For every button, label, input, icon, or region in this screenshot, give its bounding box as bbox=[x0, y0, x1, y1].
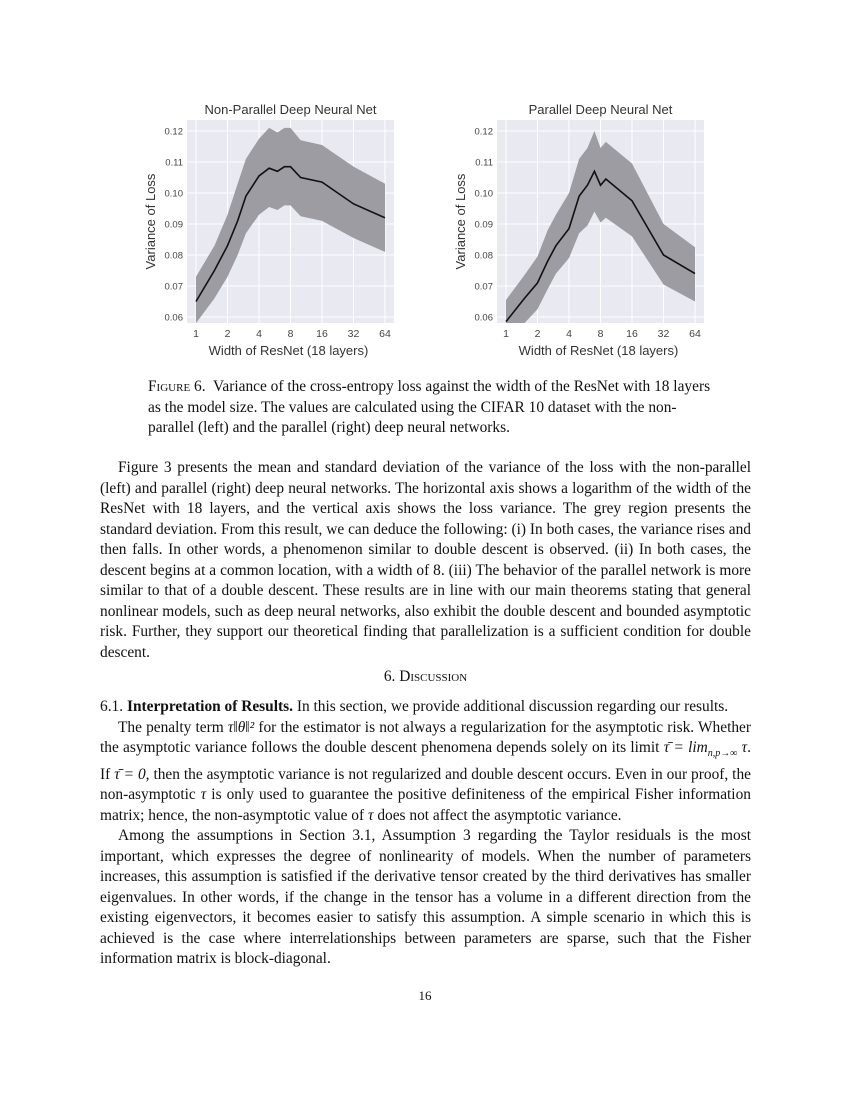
x-axis-label: Width of ResNet (18 layers) bbox=[208, 343, 369, 358]
figure-label: Figure 6. bbox=[148, 378, 206, 395]
x-tick-label: 16 bbox=[316, 328, 328, 340]
discussion-body bbox=[100, 697, 751, 970]
math-tau: τ bbox=[737, 739, 748, 756]
figure-caption bbox=[148, 377, 713, 439]
x-tick-label: 8 bbox=[287, 328, 294, 340]
text-run: The penalty term bbox=[118, 718, 228, 736]
x-tick-label: 64 bbox=[689, 328, 701, 340]
figure-caption-text: Variance of the cross-entropy loss against the width of the ResNet with 18 layers as the model size. The values are calculated using the CIFAR 10 dataset with the non-parallel (left) and the parallel (right) deep neural networks. bbox=[148, 378, 711, 436]
y-tick-label: 0.07 bbox=[164, 281, 183, 293]
paragraph-figure-discussion: Figure 3 presents the mean and standard deviation of the variance of the loss with the non-parallel (left) and parallel (right) deep neural networks. The horizontal axis shows a logarithm of the width of the ResNet with 18 layers, and the vertical axis shows the loss variance. The grey region presents the standard deviation. From this result, we can deduce the following: (i) In both cases, the variance rises and then falls. In other words, a phenomenon similar to double descent is observed. (ii) In both cases, the descent begins at a common location, with a width of 8. (iii) The behavior of the parallel network is more similar to that of a double descent. These results are in line with our main theorems stating that general nonlinear models, such as deep neural networks, also exhibit the double descent and bounded asymptotic risk. Further, they support our theoretical finding that parallelization is a sufficient condition for double descent. bbox=[100, 459, 751, 661]
y-tick-label: 0.12 bbox=[164, 126, 183, 138]
math-limit: τ̄ = lim bbox=[663, 739, 708, 756]
chart-title: Non-Parallel Deep Neural Net bbox=[204, 102, 377, 117]
x-tick-label: 2 bbox=[224, 328, 231, 340]
math-tau: τ bbox=[367, 806, 374, 824]
math-tau: τ bbox=[200, 786, 207, 804]
page-number: 16 bbox=[418, 988, 432, 1003]
math-penalty: τ‖θ‖² bbox=[227, 718, 255, 736]
chart-title: Parallel Deep Neural Net bbox=[528, 102, 673, 117]
line-chart-parallel bbox=[450, 98, 750, 363]
y-tick-label: 0.08 bbox=[474, 250, 493, 262]
y-tick-label: 0.09 bbox=[164, 219, 183, 231]
text-run: for the estimator is not always a regularization for the asymptotic risk. Whether the asymptotic variance follows the double descent phenomena depends solely on its limit bbox=[100, 718, 751, 756]
line-chart-non-parallel bbox=[140, 98, 440, 363]
y-tick-label: 0.09 bbox=[474, 219, 493, 231]
results-paragraph bbox=[100, 458, 751, 663]
text-run: does not affect the asymptotic variance. bbox=[373, 806, 622, 824]
x-tick-label: 1 bbox=[193, 328, 199, 340]
y-tick-label: 0.12 bbox=[474, 126, 493, 138]
x-tick-label: 64 bbox=[379, 328, 391, 340]
y-tick-label: 0.07 bbox=[474, 281, 493, 293]
x-tick-label: 4 bbox=[566, 328, 572, 340]
chart-parallel bbox=[450, 98, 750, 363]
x-axis-label: Width of ResNet (18 layers) bbox=[518, 343, 679, 358]
y-tick-label: 0.06 bbox=[164, 312, 183, 324]
x-tick-label: 2 bbox=[534, 328, 541, 340]
section-title: Discussion bbox=[399, 668, 468, 685]
y-axis-label: Variance of Loss bbox=[143, 173, 158, 270]
x-tick-label: 8 bbox=[597, 328, 604, 340]
x-tick-label: 16 bbox=[626, 328, 638, 340]
y-tick-label: 0.10 bbox=[474, 188, 493, 200]
x-tick-label: 4 bbox=[256, 328, 262, 340]
chart-non-parallel bbox=[140, 98, 440, 363]
x-tick-label: 1 bbox=[503, 328, 509, 340]
x-tick-label: 32 bbox=[347, 328, 360, 340]
paragraph-assumptions: Among the assumptions in Section 3.1, Assumption 3 regarding the Taylor residuals is the most important, which expresses the degree of nonlinearity of models. When the number of parameters increases, this assumption is satisfied if the derivative tensor created by the third derivatives has smaller eigenvalues. In other words, if the change in the tensor has a volume in a different direction from the existing eigenvectors, it becomes easier to satisfy this assumption. A simple scenario in which this is achieved is the case where interrelationships between parameters are sparse, such that the Fisher information matrix is block-diagonal. bbox=[100, 827, 751, 968]
y-tick-label: 0.08 bbox=[164, 250, 183, 262]
math-limit-subscript: n,p→∞ bbox=[707, 748, 738, 760]
y-tick-label: 0.11 bbox=[165, 157, 183, 169]
subsection-paragraph bbox=[100, 697, 751, 718]
paragraph-penalty-term bbox=[100, 718, 751, 827]
subsection-intro: In this section, we provide additional discussion regarding our results. bbox=[296, 698, 729, 715]
y-axis-label: Variance of Loss bbox=[453, 173, 468, 270]
y-tick-label: 0.10 bbox=[164, 188, 183, 200]
y-tick-label: 0.06 bbox=[474, 312, 493, 324]
subsection-number: 6.1. bbox=[100, 698, 124, 715]
text-run: , then the asymptotic variance is not regularized and double descent occurs. Even in our proof, the non-asymptotic bbox=[100, 765, 751, 804]
math-tau-zero: τ̄ = 0 bbox=[114, 765, 146, 783]
section-number: 6. bbox=[383, 668, 396, 685]
y-tick-label: 0.11 bbox=[475, 157, 493, 169]
plot-area bbox=[497, 120, 704, 343]
x-tick-label: 32 bbox=[657, 328, 670, 340]
text-run: is only used to guarantee the positive definiteness of the empirical Fisher information matrix; hence, the non-asymptotic value of bbox=[100, 786, 751, 824]
plot-area bbox=[187, 120, 394, 323]
text-run: . If bbox=[100, 739, 751, 783]
subsection-title: Interpretation of Results. bbox=[126, 698, 293, 715]
section-heading bbox=[100, 668, 751, 686]
